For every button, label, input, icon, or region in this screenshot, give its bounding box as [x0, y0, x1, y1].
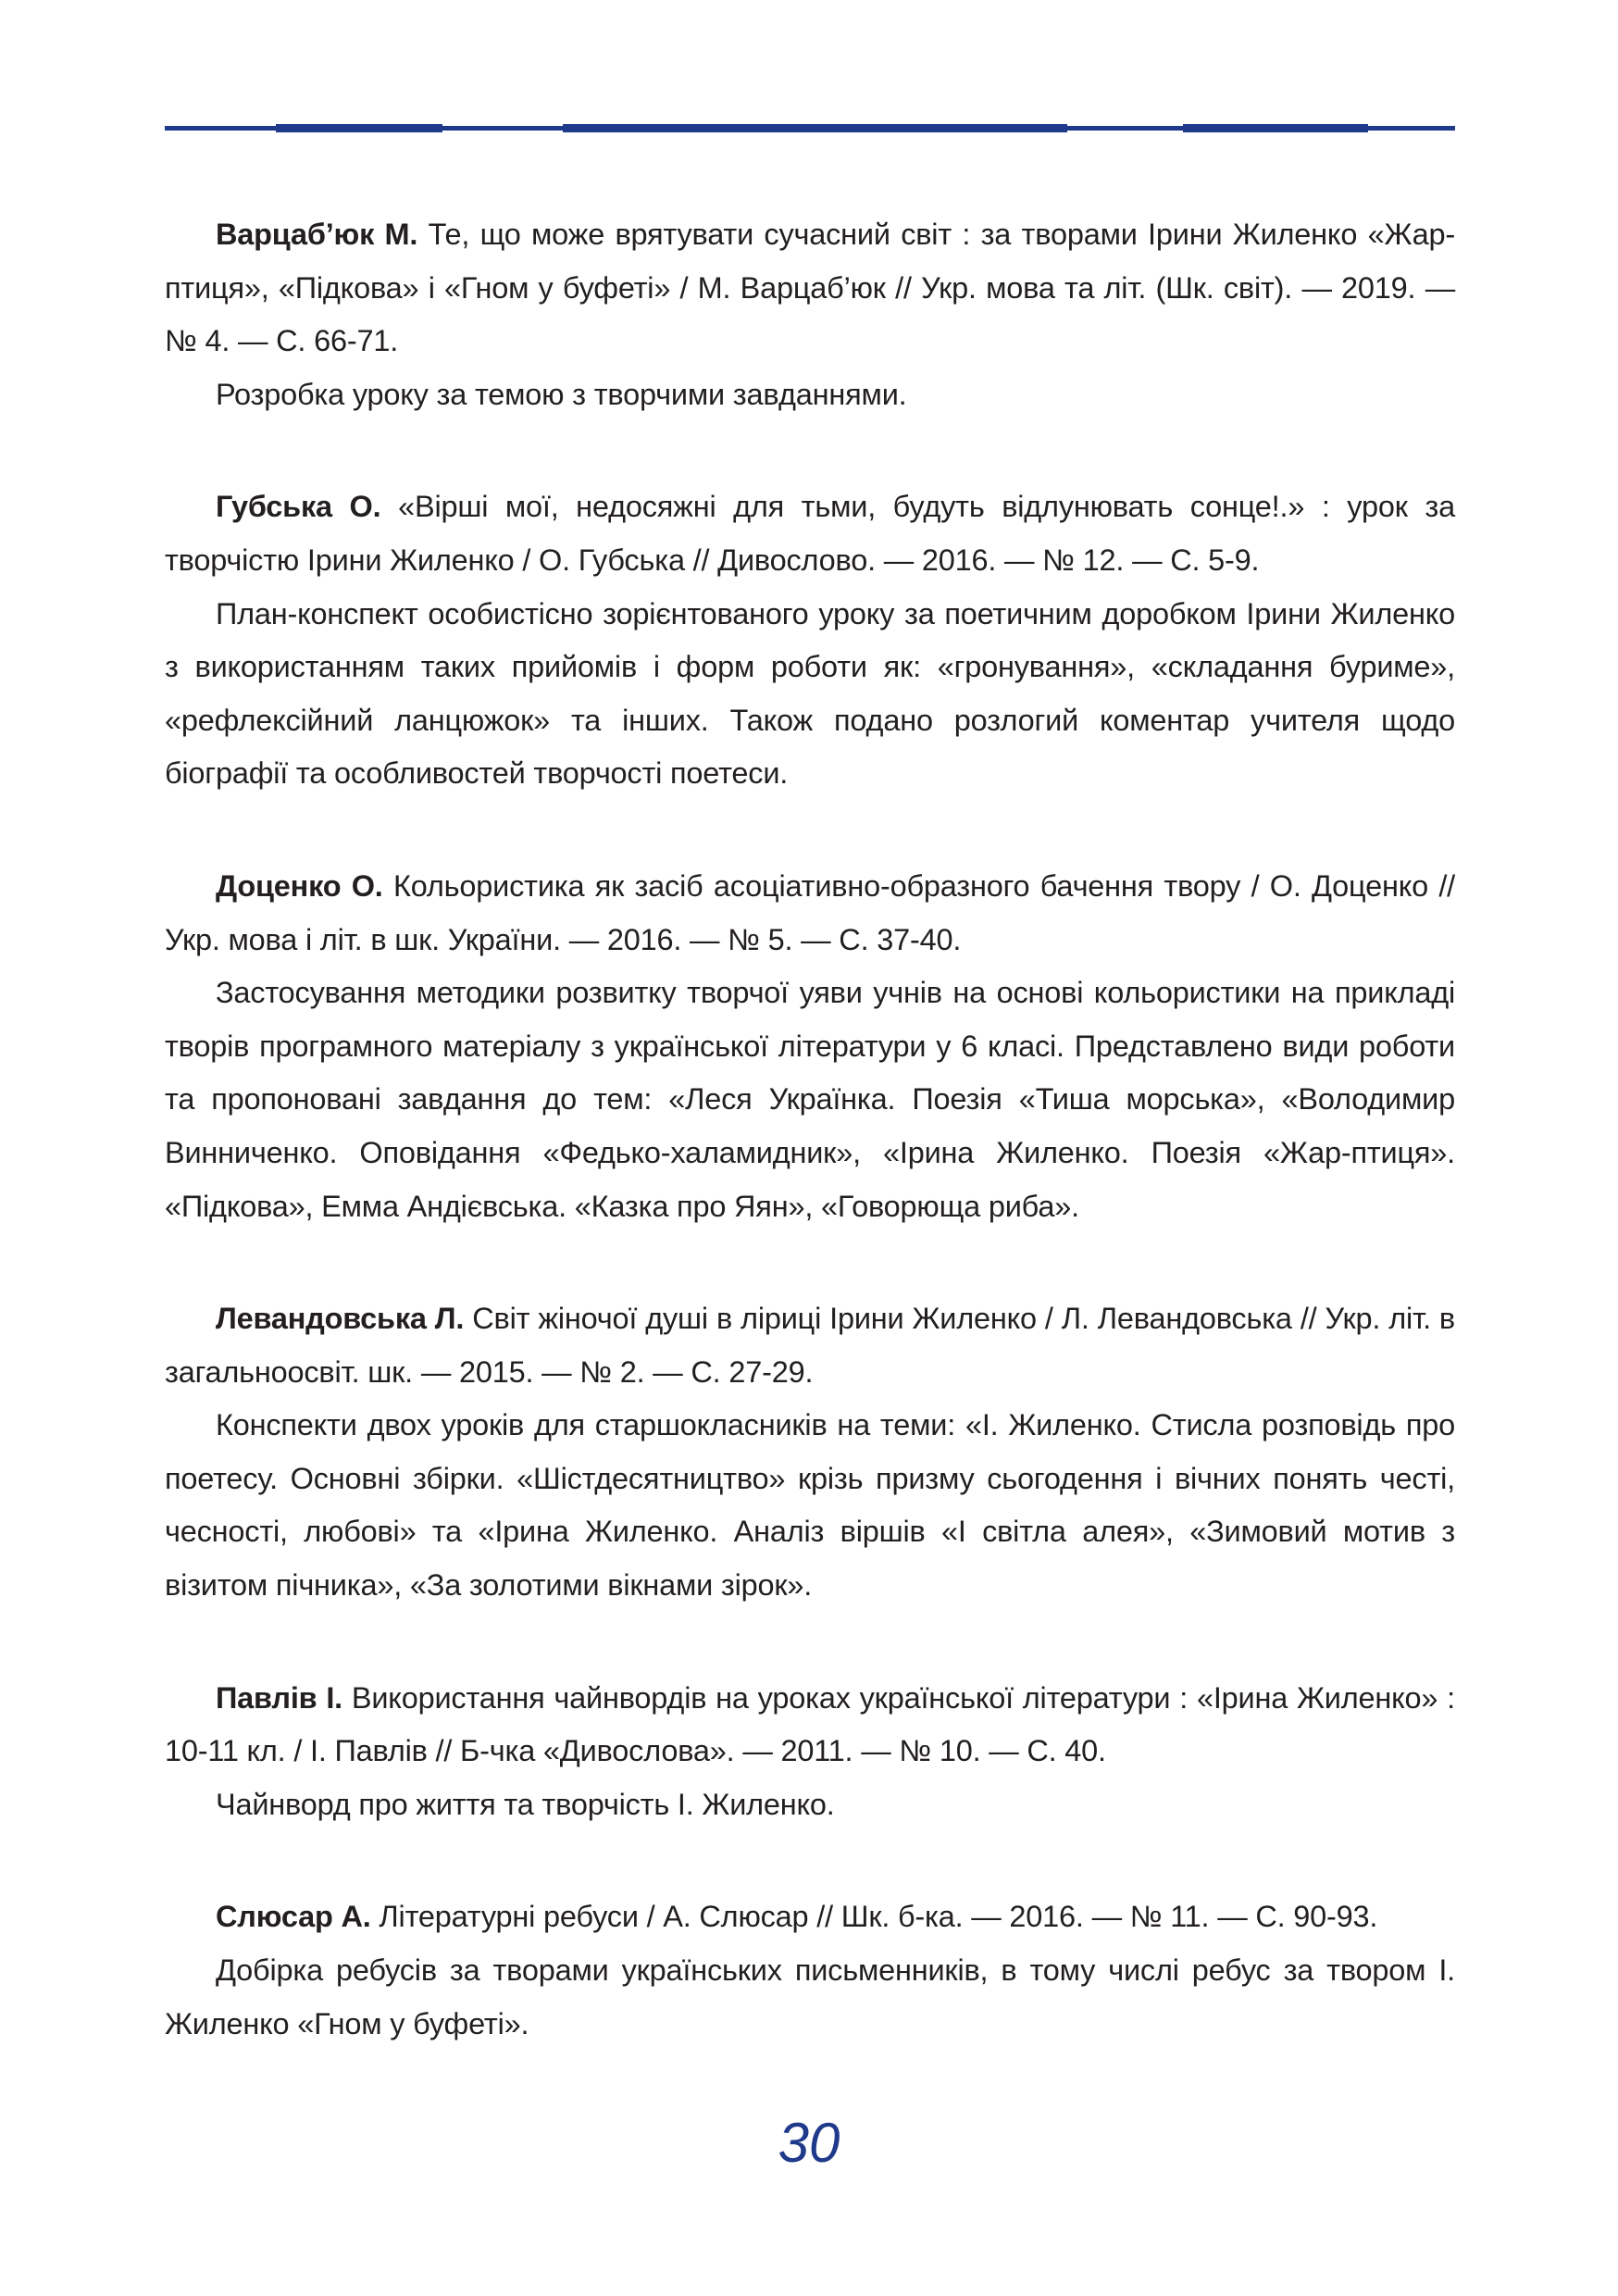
header-rule-accent [563, 124, 1067, 132]
entry-author: Доценко О. [216, 868, 383, 903]
entry-annotation: Добірка ребусів за творами українських письменників, в тому числі ребус за твором І. Жиленко «Гном у буфеті». [165, 1953, 1455, 2040]
entry-annotation: Конспекти двох уроків для старшокласників на теми: «І. Жиленко. Стисла розповідь про поетесу. Основні збірки. «Шістдесятництво» крізь призму сьогодення і вічних понять честі, чесності, любові» та «Ірина Жиленко. Аналіз віршів «І світла алея», «Зимовий мотив з візитом пічника», «За золотими вікнами зірок». [165, 1408, 1455, 1603]
entry-annotation: Розробка уроку за темою з творчими завданнями. [216, 377, 907, 411]
entry-citation-text: «Вірші мої, недосяжні для тьми, будуть відлунювать сонце!.» : урок за творчістю Ірини Жиленко / О. Губська // Дивослово. — 2016. — № 12. — С. 5-9. [165, 490, 1455, 577]
entry-annotation: Чайнворд про життя та творчість І. Жиленко. [216, 1787, 835, 1821]
entry-citation [165, 208, 1455, 368]
page-number: 30 [778, 2112, 840, 2174]
entry-citation [165, 480, 1455, 587]
bibliography-entry [165, 1890, 1455, 2051]
entry-citation [165, 1292, 1455, 1399]
entry-citation-text: Використання чайнвордів на уроках української літератури : «Ірина Жиленко» : 10-11 кл. / І. Павлів // Б-чка «Дивослова». — 2011. — № 10. — С. 40. [165, 1680, 1455, 1768]
entry-author: Павлів І. [216, 1680, 342, 1715]
entry-citation [165, 1890, 1455, 1944]
header-rule [165, 126, 1455, 131]
entry-citation-text: Кольористика як засіб асоціативно-образного бачення твору / О. Доценко // Укр. мова і літ. в шк. України. — 2016. — № 5. — С. 37-40. [165, 868, 1455, 956]
bibliography-list [165, 208, 1455, 2110]
bibliography-entry [165, 860, 1455, 1233]
entry-citation [165, 860, 1455, 967]
bibliography-entry [165, 208, 1455, 421]
entry-annotation: Застосування методики розвитку творчої уяви учнів на основі кольористики на прикладі творів програмного матеріалу з української літератури у 6 класі. Представлено види роботи та пропоновані завдання до тем: «Леся Українка. Поезія «Тиша морська», «Володимир Винниченко. Оповідання «Федько-халамидник», «Ірина Жиленко. Поезія «Жар-птиця». «Підкова», Емма Андієвська. «Казка про Яян», «Говорюща риба». [165, 976, 1455, 1223]
entry-author: Губська О. [216, 490, 381, 524]
bibliography-entry [165, 1292, 1455, 1613]
entry-citation-text: Світ жіночої душі в ліриці Ірини Жиленко / Л. Левандовська // Укр. літ. в загальноосвіт. шк. — 2015. — № 2. — С. 27-29. [165, 1302, 1455, 1389]
entry-citation-text: Те, що може врятувати сучасний світ : за творами Ірини Жиленко «Жар-птиця», «Підкова» і «Гном у буфеті» / М. Варцаб’юк // Укр. мова та літ. (Шк. світ). — 2019. — № 4. — С. 66-71. [165, 218, 1455, 358]
entry-author: Варцаб’юк М. [216, 218, 418, 251]
bibliography-entry [165, 480, 1455, 801]
entry-citation [165, 1672, 1455, 1778]
entry-citation-text: Літературні ребуси / А. Слюсар // Шк. б-ка. — 2016. — № 11. — С. 90-93. [379, 1900, 1378, 1934]
bibliography-entry [165, 1672, 1455, 1832]
entry-author: Слюсар А. [216, 1900, 371, 1934]
entry-annotation: План-конспект особистісно зорієнтованого уроку за поетичним доробком Ірини Жиленко з використанням таких прийомів і форм роботи як: «гронування», «складання буриме», «рефлексійний ланцюжок» та інших. Також подано розлогий коментар учителя щодо біографії та особливостей творчості поетеси. [165, 596, 1455, 791]
header-rule-accent [1183, 124, 1368, 132]
header-rule-accent [276, 124, 442, 132]
entry-author: Левандовська Л. [216, 1302, 465, 1336]
